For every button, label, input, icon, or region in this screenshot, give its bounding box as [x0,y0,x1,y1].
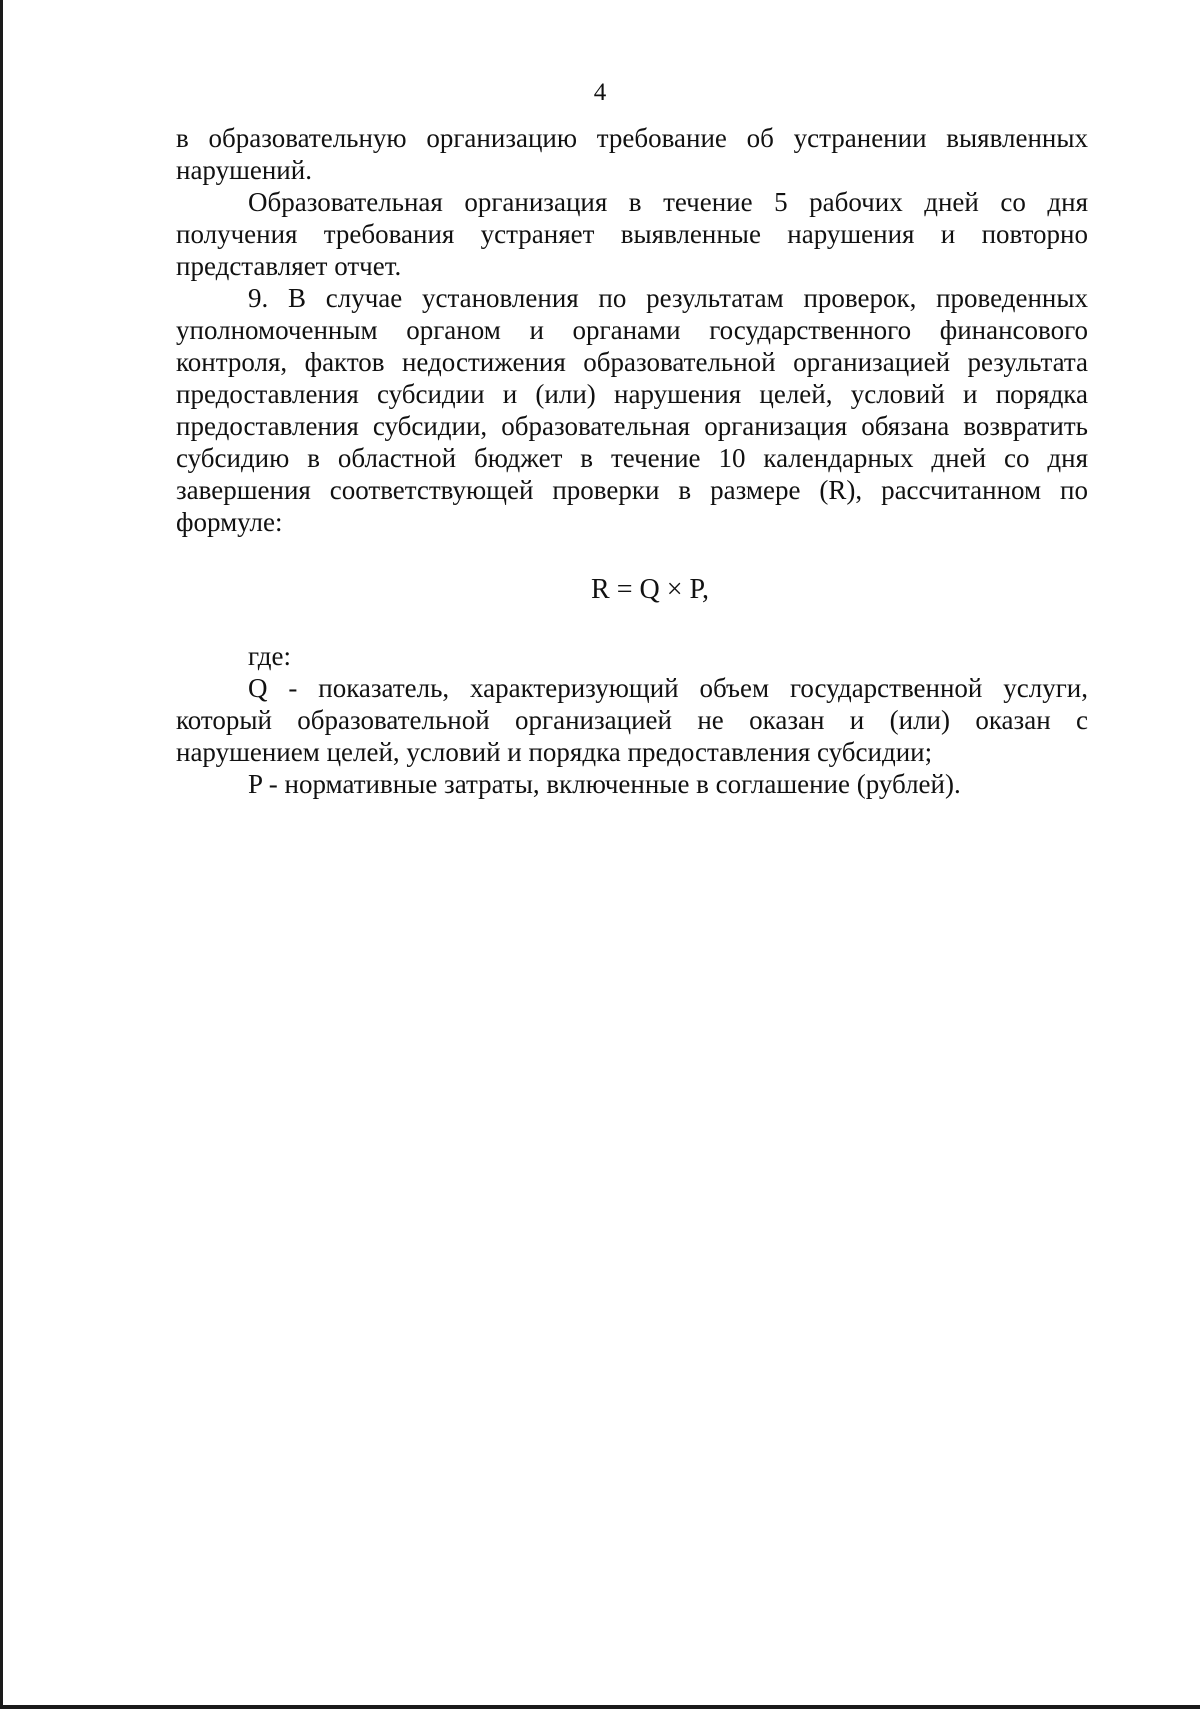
page-number: 4 [593,79,607,106]
scan-border-left [0,0,3,1709]
document-body [176,122,1088,800]
formula-where-label: где: [248,641,291,671]
refund-formula: R = Q × P, [591,574,709,605]
paragraph-continuation: в образовательную организацию требование об устранении выявленных нарушений. [176,123,1088,185]
paragraph-correction-deadline: Образовательная организация в течение 5 рабочих дней со дня получения требования устраняет выявленные нарушения и повторно представляет отчет. [176,187,1088,281]
paragraph-9-refund: 9. В случае установления по результатам проверок, проведенных уполномоченным органом и органами государственного финансового контроля, фактов недостижения образовательной организацией результата предоставления субсидии и (или) нарушения целей, условий и порядка предоставления субсидии, образовательная организация обязана возвратить субсидию в областной бюджет в течение 10 календарных дней со дня завершения соответствующей проверки в размере (R), рассчитанном по формуле: [176,283,1088,537]
definition-q: Q - показатель, характеризующий объем государственной услуги, который образовательной организацией не оказан и (или) оказан с нарушением целей, условий и порядка предоставления субсидии; [176,673,1088,767]
scan-border-bottom [0,1705,1200,1709]
definition-p: P - нормативные затраты, включенные в соглашение (рублей). [248,769,961,799]
